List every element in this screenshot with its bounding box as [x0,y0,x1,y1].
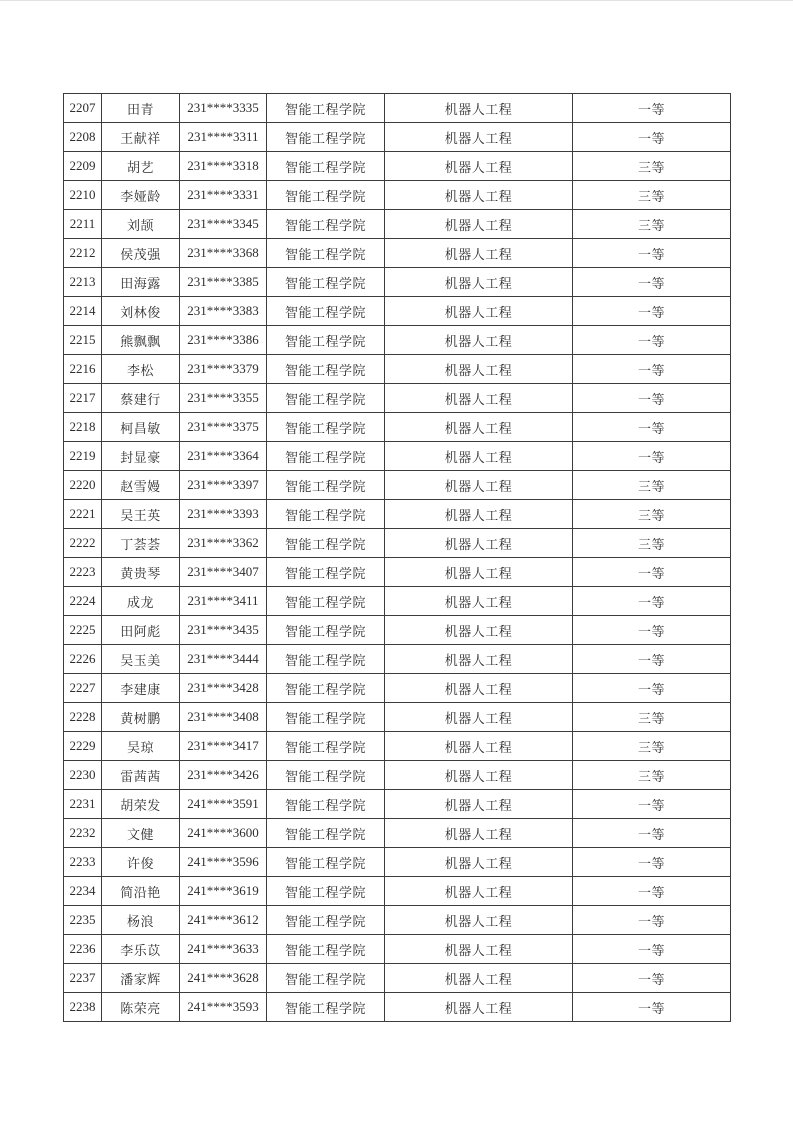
table-row [64,442,731,471]
cell-college: 智能工程学院 [267,471,385,500]
cell-college: 智能工程学院 [267,877,385,906]
cell-name: 蔡建行 [102,384,180,413]
cell-name: 吴王英 [102,500,180,529]
cell-major: 机器人工程 [385,210,573,239]
table-row [64,123,731,152]
table-row [64,152,731,181]
cell-award: 一等 [573,413,731,442]
cell-name: 王献祥 [102,123,180,152]
cell-major: 机器人工程 [385,848,573,877]
cell-serial-number: 2217 [64,384,102,413]
cell-award: 一等 [573,993,731,1022]
table-row [64,703,731,732]
cell-award: 一等 [573,819,731,848]
cell-award: 三等 [573,703,731,732]
table-row [64,181,731,210]
cell-college: 智能工程学院 [267,732,385,761]
cell-student-id: 231****3383 [180,297,267,326]
cell-major: 机器人工程 [385,268,573,297]
cell-award: 一等 [573,877,731,906]
cell-college: 智能工程学院 [267,210,385,239]
cell-major: 机器人工程 [385,761,573,790]
cell-name: 刘颉 [102,210,180,239]
table-row [64,384,731,413]
cell-college: 智能工程学院 [267,848,385,877]
cell-award: 三等 [573,471,731,500]
cell-name: 田青 [102,94,180,123]
cell-award: 一等 [573,790,731,819]
cell-major: 机器人工程 [385,877,573,906]
cell-serial-number: 2219 [64,442,102,471]
cell-major: 机器人工程 [385,500,573,529]
cell-serial-number: 2236 [64,935,102,964]
cell-name: 黄贵琴 [102,558,180,587]
cell-major: 机器人工程 [385,906,573,935]
cell-major: 机器人工程 [385,355,573,384]
cell-name: 田阿彪 [102,616,180,645]
cell-name: 李乐苡 [102,935,180,964]
cell-major: 机器人工程 [385,645,573,674]
cell-name: 黄树鹏 [102,703,180,732]
cell-student-id: 241****3593 [180,993,267,1022]
cell-college: 智能工程学院 [267,384,385,413]
cell-major: 机器人工程 [385,703,573,732]
cell-award: 一等 [573,616,731,645]
table-row [64,732,731,761]
table-row [64,674,731,703]
table-row [64,500,731,529]
cell-student-id: 231****3311 [180,123,267,152]
cell-serial-number: 2227 [64,674,102,703]
cell-college: 智能工程学院 [267,268,385,297]
cell-name: 潘家辉 [102,964,180,993]
cell-serial-number: 2221 [64,500,102,529]
cell-student-id: 231****3345 [180,210,267,239]
cell-serial-number: 2225 [64,616,102,645]
cell-award: 一等 [573,674,731,703]
cell-serial-number: 2230 [64,761,102,790]
cell-student-id: 231****3444 [180,645,267,674]
cell-student-id: 231****3335 [180,94,267,123]
cell-award: 一等 [573,587,731,616]
cell-student-id: 231****3362 [180,529,267,558]
cell-college: 智能工程学院 [267,906,385,935]
cell-name: 熊飘飘 [102,326,180,355]
table-row [64,413,731,442]
cell-award: 一等 [573,123,731,152]
table-row [64,558,731,587]
cell-award: 一等 [573,558,731,587]
cell-major: 机器人工程 [385,152,573,181]
cell-name: 陈荣亮 [102,993,180,1022]
table-row [64,877,731,906]
cell-award: 一等 [573,906,731,935]
cell-name: 杨浪 [102,906,180,935]
cell-student-id: 231****3407 [180,558,267,587]
cell-name: 胡荣发 [102,790,180,819]
cell-student-id: 241****3633 [180,935,267,964]
cell-name: 胡艺 [102,152,180,181]
cell-award: 一等 [573,442,731,471]
cell-college: 智能工程学院 [267,181,385,210]
cell-student-id: 231****3428 [180,674,267,703]
table-row [64,935,731,964]
cell-name: 简沿艳 [102,877,180,906]
table-row [64,471,731,500]
cell-major: 机器人工程 [385,239,573,268]
cell-college: 智能工程学院 [267,616,385,645]
cell-college: 智能工程学院 [267,297,385,326]
cell-award: 三等 [573,152,731,181]
cell-major: 机器人工程 [385,732,573,761]
cell-major: 机器人工程 [385,442,573,471]
cell-major: 机器人工程 [385,935,573,964]
cell-name: 文健 [102,819,180,848]
cell-serial-number: 2208 [64,123,102,152]
cell-name: 田海露 [102,268,180,297]
cell-award: 三等 [573,500,731,529]
cell-student-id: 241****3600 [180,819,267,848]
cell-student-id: 231****3318 [180,152,267,181]
cell-award: 三等 [573,181,731,210]
cell-name: 许俊 [102,848,180,877]
table-row [64,210,731,239]
table-row [64,645,731,674]
cell-college: 智能工程学院 [267,703,385,732]
cell-college: 智能工程学院 [267,326,385,355]
cell-major: 机器人工程 [385,297,573,326]
table-row [64,906,731,935]
cell-major: 机器人工程 [385,181,573,210]
table-row [64,790,731,819]
cell-serial-number: 2207 [64,94,102,123]
cell-student-id: 231****3368 [180,239,267,268]
cell-student-id: 231****3364 [180,442,267,471]
cell-award: 一等 [573,239,731,268]
cell-serial-number: 2222 [64,529,102,558]
table-row [64,848,731,877]
cell-college: 智能工程学院 [267,935,385,964]
cell-serial-number: 2211 [64,210,102,239]
cell-name: 吴玉美 [102,645,180,674]
table-row [64,761,731,790]
cell-college: 智能工程学院 [267,964,385,993]
cell-student-id: 241****3619 [180,877,267,906]
cell-award: 一等 [573,935,731,964]
table-body [64,94,731,1022]
cell-serial-number: 2216 [64,355,102,384]
cell-serial-number: 2223 [64,558,102,587]
table-row [64,239,731,268]
cell-major: 机器人工程 [385,558,573,587]
cell-major: 机器人工程 [385,413,573,442]
cell-name: 李松 [102,355,180,384]
cell-major: 机器人工程 [385,587,573,616]
cell-student-id: 241****3591 [180,790,267,819]
cell-award: 一等 [573,645,731,674]
cell-student-id: 231****3393 [180,500,267,529]
cell-award: 一等 [573,384,731,413]
cell-name: 侯茂强 [102,239,180,268]
cell-college: 智能工程学院 [267,239,385,268]
cell-student-id: 231****3379 [180,355,267,384]
cell-award: 一等 [573,355,731,384]
cell-award: 一等 [573,848,731,877]
table-row [64,964,731,993]
awards-table [63,93,731,1022]
cell-award: 三等 [573,210,731,239]
cell-student-id: 231****3355 [180,384,267,413]
table-row [64,819,731,848]
cell-college: 智能工程学院 [267,123,385,152]
cell-name: 吴琼 [102,732,180,761]
cell-major: 机器人工程 [385,94,573,123]
cell-college: 智能工程学院 [267,94,385,123]
cell-student-id: 231****3397 [180,471,267,500]
cell-award: 一等 [573,964,731,993]
cell-college: 智能工程学院 [267,529,385,558]
cell-award: 一等 [573,94,731,123]
cell-student-id: 231****3417 [180,732,267,761]
table-row [64,993,731,1022]
cell-college: 智能工程学院 [267,558,385,587]
cell-major: 机器人工程 [385,819,573,848]
cell-serial-number: 2234 [64,877,102,906]
cell-serial-number: 2220 [64,471,102,500]
cell-serial-number: 2218 [64,413,102,442]
cell-serial-number: 2212 [64,239,102,268]
cell-major: 机器人工程 [385,384,573,413]
table-row [64,616,731,645]
cell-college: 智能工程学院 [267,819,385,848]
table-row [64,587,731,616]
cell-serial-number: 2226 [64,645,102,674]
table-row [64,94,731,123]
cell-student-id: 241****3612 [180,906,267,935]
cell-college: 智能工程学院 [267,413,385,442]
cell-major: 机器人工程 [385,993,573,1022]
cell-serial-number: 2231 [64,790,102,819]
cell-college: 智能工程学院 [267,152,385,181]
cell-serial-number: 2232 [64,819,102,848]
cell-student-id: 231****3426 [180,761,267,790]
cell-college: 智能工程学院 [267,645,385,674]
cell-name: 封显豪 [102,442,180,471]
cell-college: 智能工程学院 [267,587,385,616]
cell-name: 柯昌敏 [102,413,180,442]
table-row [64,297,731,326]
cell-name: 李娅龄 [102,181,180,210]
cell-student-id: 231****3331 [180,181,267,210]
cell-major: 机器人工程 [385,529,573,558]
cell-college: 智能工程学院 [267,355,385,384]
cell-student-id: 231****3385 [180,268,267,297]
cell-serial-number: 2228 [64,703,102,732]
cell-student-id: 231****3386 [180,326,267,355]
cell-serial-number: 2235 [64,906,102,935]
cell-college: 智能工程学院 [267,500,385,529]
cell-major: 机器人工程 [385,964,573,993]
cell-major: 机器人工程 [385,616,573,645]
table-row [64,529,731,558]
cell-serial-number: 2214 [64,297,102,326]
cell-award: 一等 [573,326,731,355]
cell-award: 一等 [573,297,731,326]
cell-name: 赵雪嫚 [102,471,180,500]
cell-major: 机器人工程 [385,326,573,355]
cell-name: 李建康 [102,674,180,703]
cell-serial-number: 2209 [64,152,102,181]
cell-major: 机器人工程 [385,790,573,819]
cell-award: 一等 [573,268,731,297]
cell-serial-number: 2238 [64,993,102,1022]
table-row [64,355,731,384]
cell-serial-number: 2237 [64,964,102,993]
cell-student-id: 231****3435 [180,616,267,645]
cell-serial-number: 2224 [64,587,102,616]
cell-serial-number: 2233 [64,848,102,877]
cell-college: 智能工程学院 [267,790,385,819]
cell-serial-number: 2213 [64,268,102,297]
cell-award: 三等 [573,529,731,558]
cell-name: 丁荟荟 [102,529,180,558]
cell-college: 智能工程学院 [267,761,385,790]
cell-name: 成龙 [102,587,180,616]
cell-college: 智能工程学院 [267,674,385,703]
cell-serial-number: 2215 [64,326,102,355]
cell-award: 三等 [573,732,731,761]
table-row [64,326,731,355]
cell-serial-number: 2229 [64,732,102,761]
cell-name: 雷茜茜 [102,761,180,790]
cell-major: 机器人工程 [385,471,573,500]
cell-college: 智能工程学院 [267,993,385,1022]
cell-major: 机器人工程 [385,674,573,703]
cell-award: 三等 [573,761,731,790]
cell-student-id: 231****3408 [180,703,267,732]
cell-student-id: 231****3375 [180,413,267,442]
cell-student-id: 241****3628 [180,964,267,993]
cell-serial-number: 2210 [64,181,102,210]
cell-college: 智能工程学院 [267,442,385,471]
cell-name: 刘林俊 [102,297,180,326]
table-row [64,268,731,297]
cell-student-id: 241****3596 [180,848,267,877]
cell-major: 机器人工程 [385,123,573,152]
cell-student-id: 231****3411 [180,587,267,616]
